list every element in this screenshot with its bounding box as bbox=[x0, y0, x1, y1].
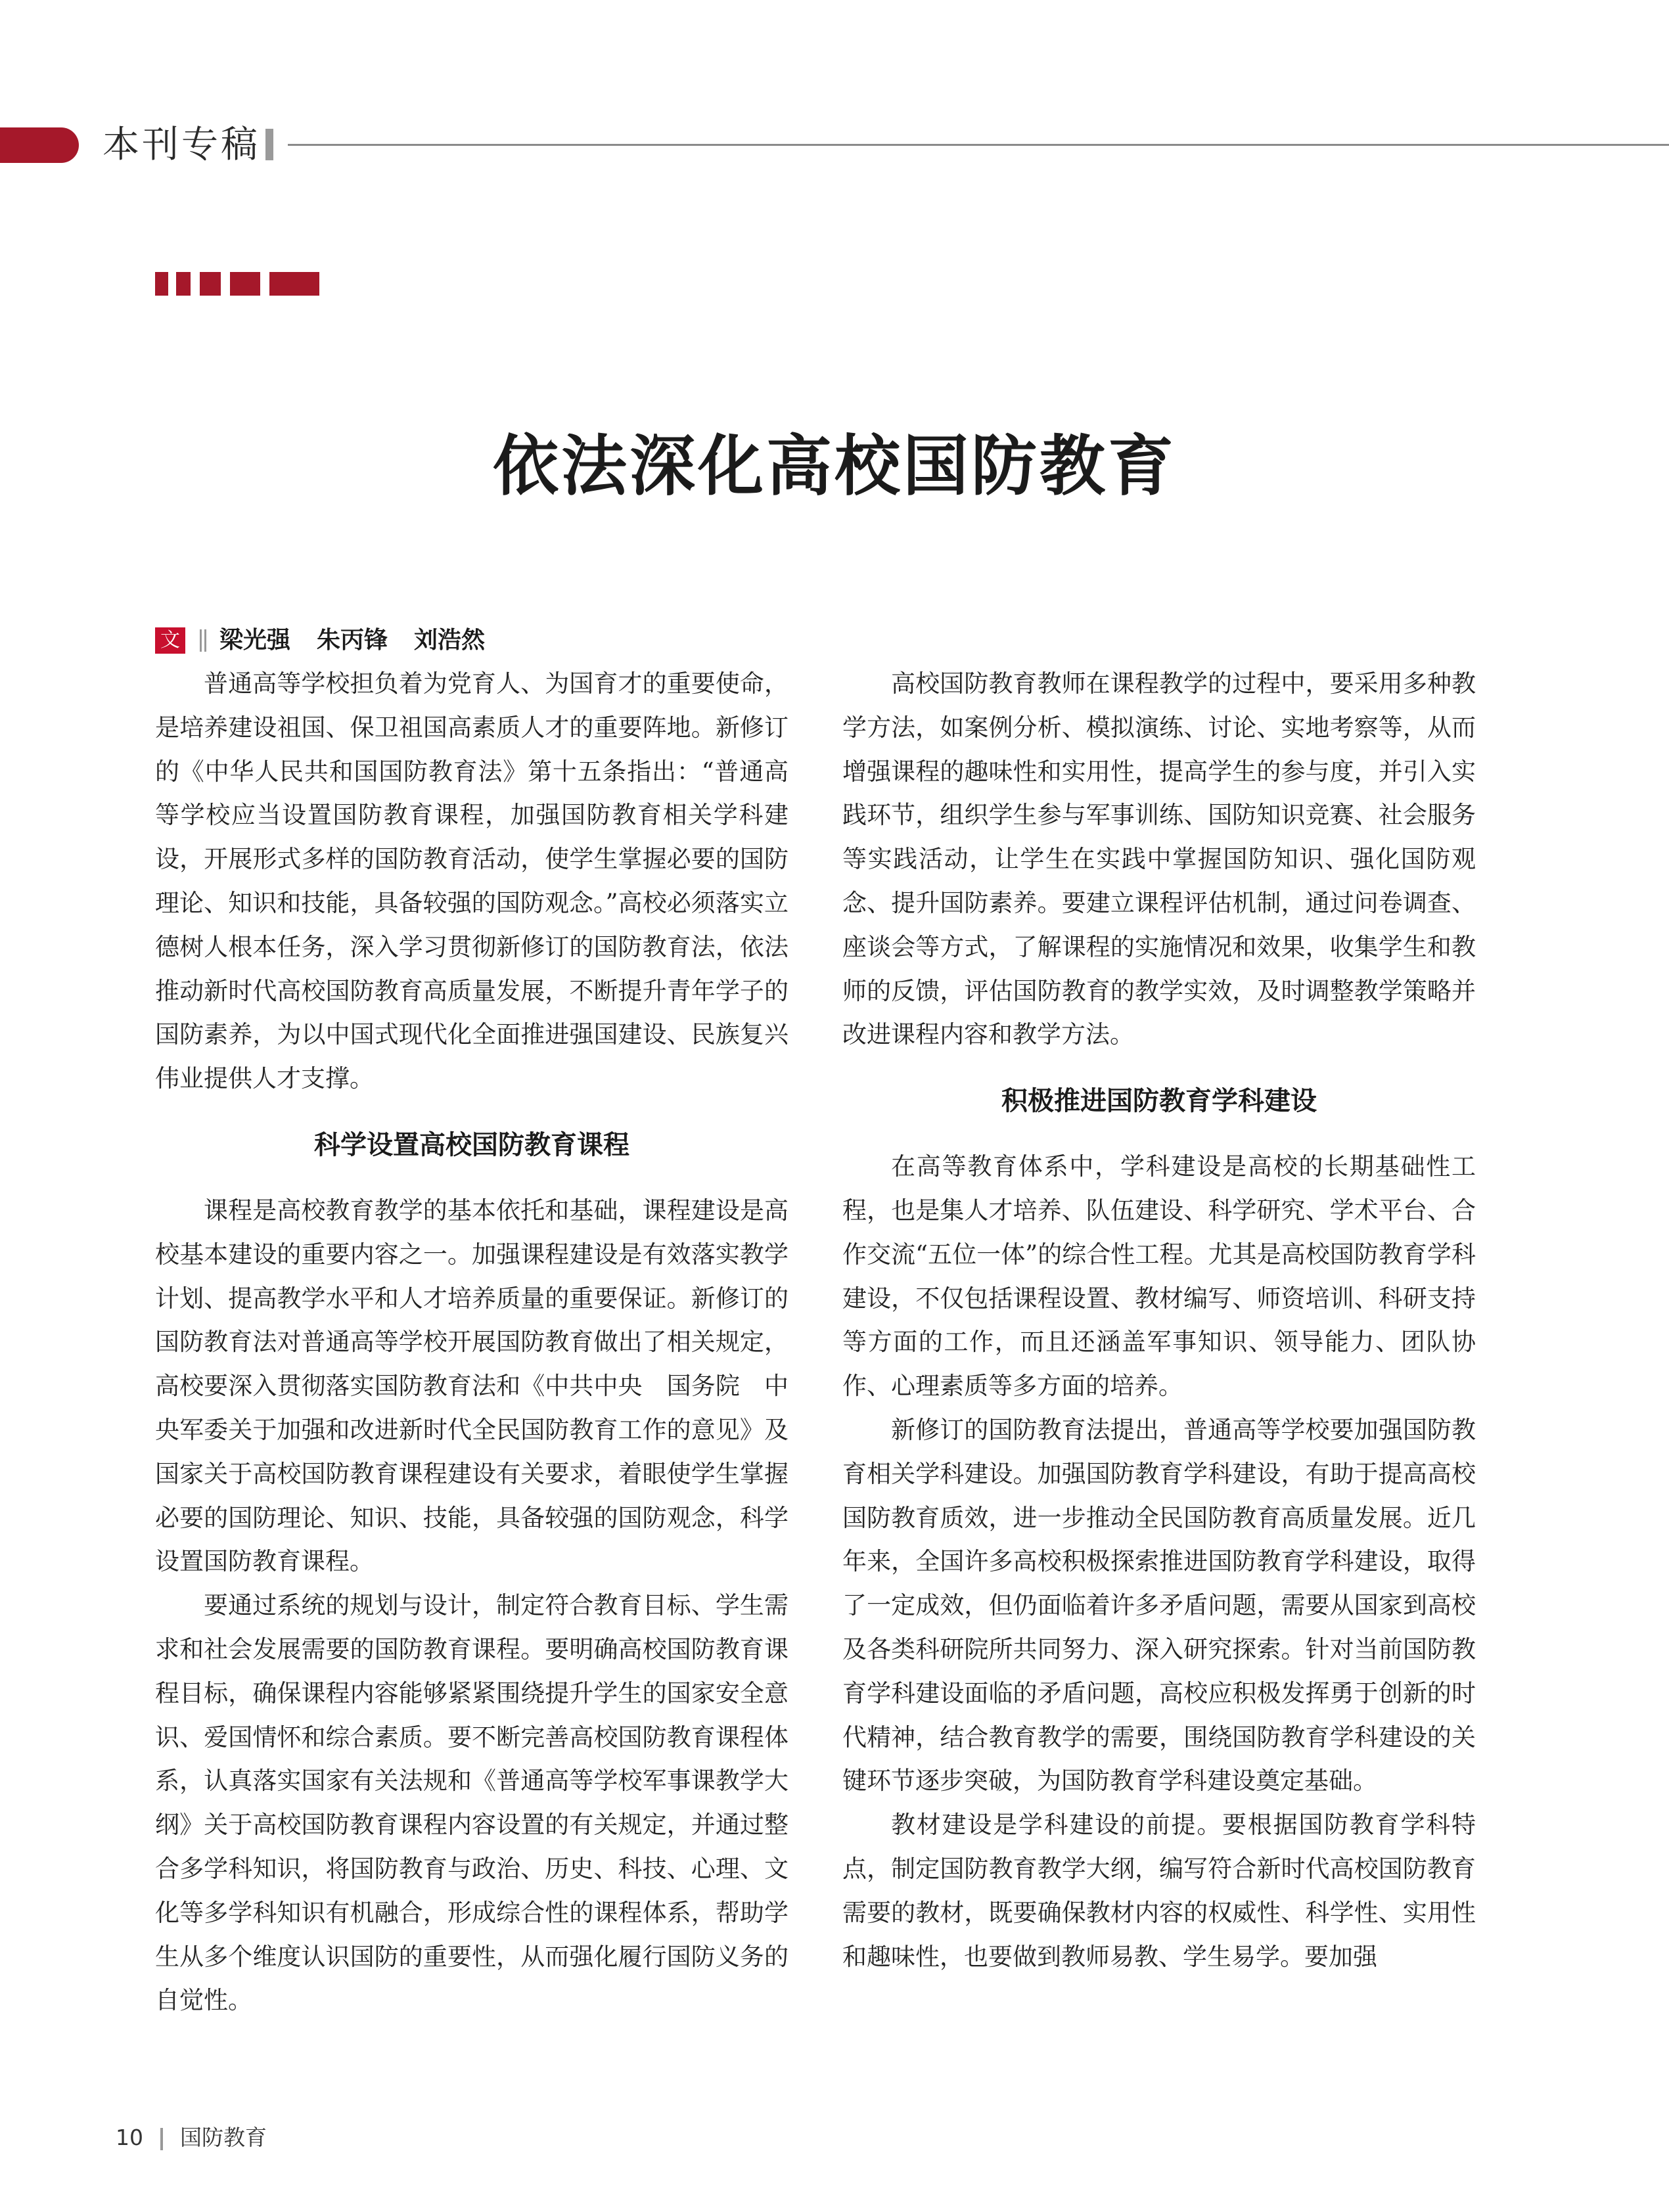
page-footer bbox=[116, 2121, 267, 2155]
decor-block bbox=[230, 272, 260, 296]
paragraph: 课程是高校教育教学的基本依托和基础，课程建设是高校基本建设的重要内容之一。加强课程建设是有效落实教学计划、提高教学水平和人才培养质量的重要保证。新修订的国防教育法对普通高等学校开展国防教育做出了相关规定，高校要深入贯彻落实国防教育法和《中共中央 国务院 中央军委关于加强和改进新时代全民国防教育工作的意见》及国家关于高校国防教育课程建设有关要求，着眼使学生掌握必要的国防理论、知识、技能，具备较强的国防观念，科学设置国防教育课程。 bbox=[155, 1196, 789, 1576]
author-name: 朱丙锋 bbox=[317, 626, 388, 654]
decor-block bbox=[176, 272, 191, 296]
article-title: 依法深化高校国防教育 bbox=[493, 428, 1176, 505]
section-heading: 积极推进国防教育学科建设 bbox=[1001, 1086, 1317, 1117]
author-name: 刘浩然 bbox=[414, 626, 486, 654]
byline-badge: 文 bbox=[155, 627, 185, 654]
decor-block bbox=[200, 272, 221, 296]
paragraph: 新修订的国防教育法提出，普通高等学校要加强国防教育相关学科建设。加强国防教育学科建设，有助于提高高校国防教育质效，进一步推动全民国防教育高质量发展。近几年来，全国许多高校积极探索推进国防教育学科建设，取得了一定成效，但仍面临着许多矛盾问题，需要从国家到高校及各类科研院所共同努力、深入研究探索。针对当前国防教育学科建设面临的矛盾问题，高校应积极发挥勇于创新的时代精神，结合教育教学的需要，围绕国防教育学科建设的关键环节逐步突破，为国防教育学科建设奠定基础。 bbox=[842, 1415, 1476, 1795]
paragraph: 普通高等学校担负着为党育人、为国育才的重要使命，是培养建设祖国、保卫祖国高素质人才的重要阵地。新修订的《中华人民共和国国防教育法》第十五条指出：“普通高等学校应当设置国防教育课程，加强国防教育相关学科建设，开展形式多样的国防教育活动，使学生掌握必要的国防理论、知识和技能，具备较强的国防观念。”高校必须落实立德树人根本任务，深入学习贯彻新修订的国防教育法，依法推动新时代高校国防教育高质量发展，不断提升青年学子的国防素养，为以中国式现代化全面推进强国建设、民族复兴伟业提供人才支撑。 bbox=[155, 669, 789, 1093]
paragraph: 要通过系统的规划与设计，制定符合教育目标、学生需求和社会发展需要的国防教育课程。要明确高校国防教育课程目标，确保课程内容能够紧紧围绕提升学生的国家安全意识、爱国情怀和综合素质。要不断完善高校国防教育课程体系，认真落实国家有关法规和《普通高等学校军事课教学大纲》关于高校国防教育课程内容设置的有关规定，并通过整合多学科知识，将国防教育与政治、历史、科技、心理、文化等多学科知识有机融合，形成综合性的课程体系，帮助学生从多个维度认识国防的重要性，从而强化履行国防义务的自觉性。 bbox=[155, 1591, 789, 2015]
author-name: 梁光强 bbox=[219, 626, 291, 654]
header-rule bbox=[288, 144, 1669, 146]
journal-name: 国防教育 bbox=[180, 2125, 267, 2150]
decor-block bbox=[269, 272, 319, 296]
left-column bbox=[155, 662, 789, 2023]
page-number: 10 bbox=[116, 2125, 143, 2150]
section-title: 本刊专稿 bbox=[103, 124, 260, 166]
paragraph: 高校国防教育教师在课程教学的过程中，要采用多种教学方法，如案例分析、模拟演练、讨论、实地考察等，从而增强课程的趣味性和实用性，提高学生的参与度，并引入实践环节，组织学生参与军事训练、国防知识竞赛、社会服务等实践活动，让学生在实践中掌握国防知识、强化国防观念、提升国防素养。要建立课程评估机制，通过问卷调查、座谈会等方式，了解课程的实施情况和效果，收集学生和教师的反馈，评估国防教育的教学实效，及时调整教学策略并改进课程内容和教学方法。 bbox=[842, 669, 1476, 1049]
section-title-bar bbox=[265, 129, 273, 160]
decor-block bbox=[155, 272, 168, 296]
paragraph: 教材建设是学科建设的前提。要根据国防教育学科特点，制定国防教育教学大纲，编写符合新时代高校国防教育需要的教材，既要确保教材内容的权威性、科学性、实用性和趣味性，也要做到教师易教、学生易学。要加强 bbox=[842, 1811, 1476, 1971]
byline bbox=[155, 624, 511, 656]
section-heading: 科学设置高校国防教育课程 bbox=[314, 1129, 629, 1160]
section-tab-marker bbox=[0, 127, 79, 163]
paragraph: 在高等教育体系中，学科建设是高校的长期基础性工程，也是集人才培养、队伍建设、科学研究、学术平台、合作交流“五位一体”的综合性工程。尤其是高校国防教育学科建设，不仅包括课程设置、教材编写、师资培训、科研支持等方面的工作，而且还涵盖军事知识、领导能力、团队协作、心理素质等多方面的培养。 bbox=[842, 1152, 1476, 1401]
right-column bbox=[842, 662, 1476, 1979]
footer-separator bbox=[160, 2128, 163, 2150]
byline-separator bbox=[200, 629, 206, 652]
